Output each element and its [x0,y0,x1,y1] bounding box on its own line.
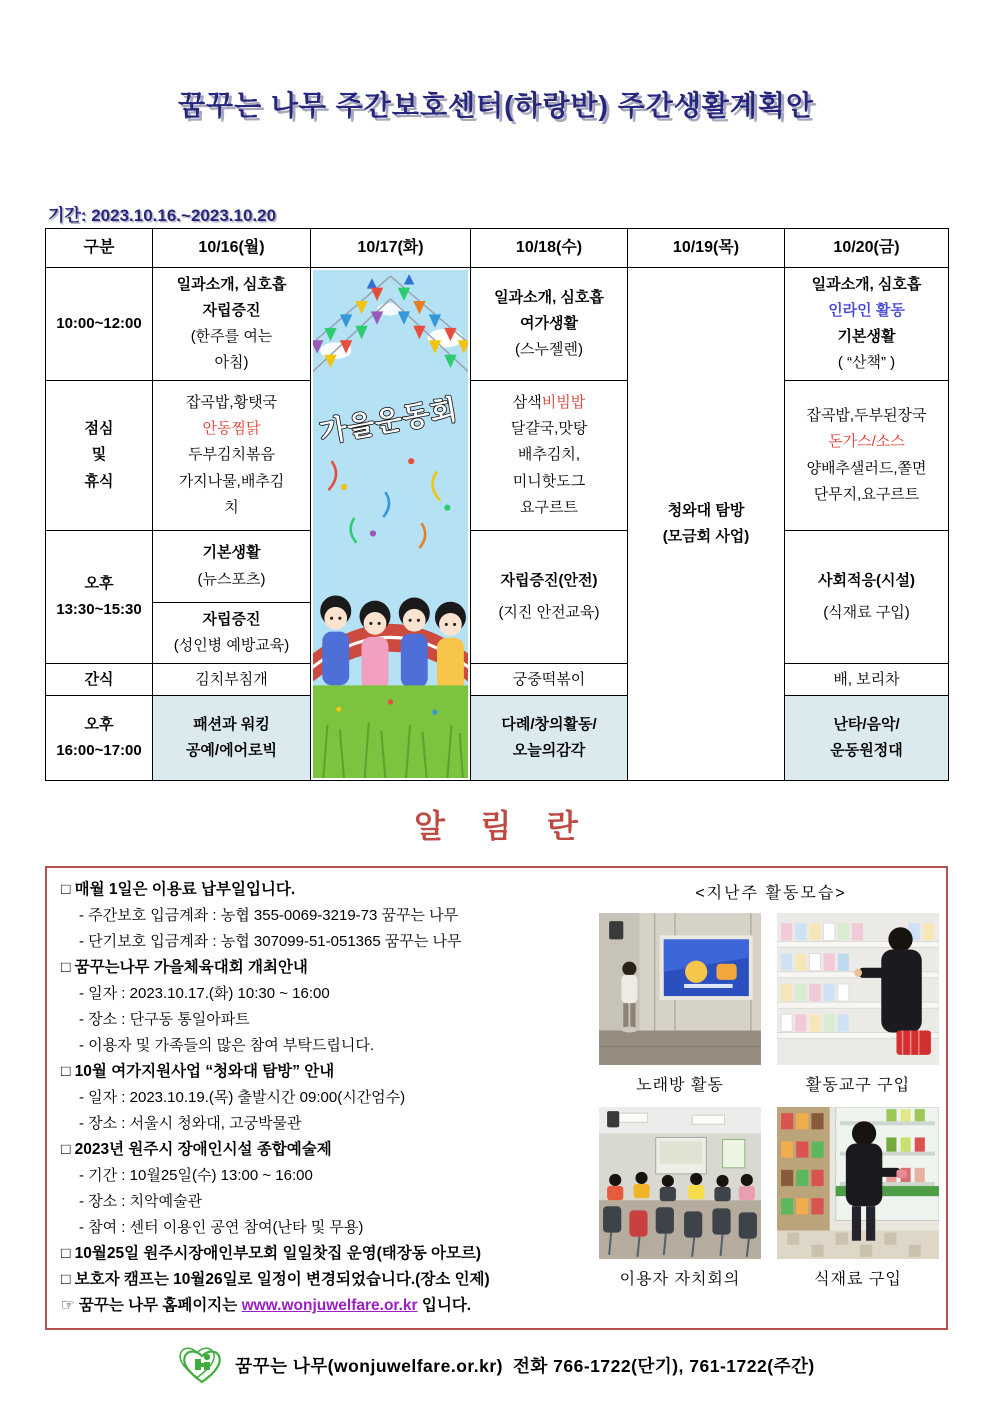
photo-caption: 노래방 활동 [636,1077,724,1094]
cell-mon-afternoon-top: 기본생활 (뉴스포츠) [153,531,311,603]
cell-wed-snack: 궁중떡볶이 [471,664,628,696]
photo-caption: 이용자 자치회의 [619,1271,741,1288]
photos-heading: <지난주 활동모습> [695,885,847,902]
photo-caption: 활동교구 구입 [805,1077,911,1094]
row-snack [46,664,949,696]
cell-fri-afternoon: 사회적응(시설) (식재료 구입) [785,531,949,664]
notice-line: - 참여 : 센터 이용인 공연 참여(난타 및 무용) [79,1219,364,1236]
photo-supply-shopping-image [777,913,939,1065]
cell-mon-morning: 일과소개, 심호흡 자립증진 (한주를 여는 아침) [153,268,311,381]
cell-mon-evening: 패션과 워킹 공예/에어로빅 [153,696,311,781]
cell-thu-event: 청와대 탐방 (모금회 사업) [628,268,785,781]
photo-meeting [599,1107,761,1299]
row-evening [46,696,949,781]
photos-section [599,880,943,1299]
notice-line: □ 2023년 원주시 장애인시설 종합예술제 [61,1141,332,1158]
photo-grocery-image [777,1107,939,1259]
footer-org: 꿈꾸는 나무(wonjuwelfare.or.kr) [235,1355,503,1376]
notice-box [45,866,948,1330]
photo-caption: 식재료 구입 [814,1271,902,1288]
notice-line: - 장소 : 치악예술관 [79,1193,203,1210]
poster-title: 가을운동회 [317,393,461,449]
photo-karaoke-image [599,913,761,1065]
homepage-line: ☞ 꿈꾸는 나무 홈페이지는 www.wonjuwelfare.or.kr 입니다. [61,1297,472,1314]
notice-line: - 주간보호 입금계좌 : 농협 355-0069-3219-73 꿈꾸는 나무 [79,907,459,924]
period-label: 기간: 2023.10.16.~2023.10.20 [48,206,277,225]
notice-line: - 장소 : 단구동 통일아파트 [79,1011,250,1028]
notice-line: - 일자 : 2023.10.19.(목) 출발시간 09:00(시간엄수) [79,1089,406,1106]
row-afternoon-a [46,531,949,603]
col-header-thursday: 10/19(목) [628,229,785,268]
homepage-link[interactable]: www.wonjuwelfare.or.kr [241,1297,418,1314]
col-header-category: 구분 [46,229,153,268]
photo-supply-shopping [777,913,939,1105]
notice-line: - 기간 : 10월25일(수) 13:00 ~ 16:00 [79,1167,313,1184]
cell-mon-snack: 김치부침개 [153,664,311,696]
notice-line: □ 보호자 캠프는 10월26일로 일정이 변경되었습니다.(장소 인제) [61,1271,490,1288]
col-header-wednesday: 10/18(수) [471,229,628,268]
table-header-row [46,229,949,268]
cell-fri-evening: 난타/음악/ 운동원정대 [785,696,949,781]
notice-line: - 일자 : 2023.10.17.(화) 10:30 ~ 16:00 [79,985,330,1002]
time-evening: 오후 16:00~17:00 [46,696,153,781]
time-afternoon: 오후 13:30~15:30 [46,531,153,664]
page-title: 꿈꾸는 나무 주간보호센터(하랑반) 주간생활계획안 [178,90,814,121]
cell-mon-afternoon-bottom: 자립증진 (성인병 예방교육) [153,603,311,664]
notice-text [61,877,601,1319]
col-header-friday: 10/20(금) [785,229,949,268]
cell-wed-evening: 다례/창의활동/ 오늘의감각 [471,696,628,781]
notice-line: □ 10월25일 원주시장애인부모회 일일찻집 운영(태장동 아모르) [61,1245,482,1262]
notice-line: □ 꿈꾸는나무 가을체육대회 개최안내 [61,959,308,976]
footer-phone: 전화 766-1722(단기), 761-1722(주간) [512,1355,815,1376]
cell-wed-morning: 일과소개, 심호흡 여가생활 (스누젤렌) [471,268,628,381]
dream-tree-logo-icon [177,1344,225,1386]
cell-fri-snack: 배, 보리차 [785,664,949,696]
photo-grid [599,913,943,1299]
label-lunch: 점심 및 휴식 [46,381,153,531]
photo-karaoke [599,913,761,1105]
cell-fri-lunch: 잡곡밥,두부된장국 돈가스/소스 양배추샐러드,쫄면 단무지,요구르트 [785,381,949,531]
notice-section-title: 알 림 란 [414,808,578,844]
notice-line: - 이용자 및 가족들의 많은 참여 부탁드립니다. [79,1037,374,1054]
row-lunch [46,381,949,531]
footer [0,1344,992,1386]
time-morning: 10:00~12:00 [46,268,153,381]
row-morning [46,268,949,381]
pointing-finger-icon: ☞ [61,1297,75,1314]
cell-tue-poster [311,268,471,781]
cell-fri-morning: 일과소개, 심호흡 인라인 활동 기본생활 ( “산책” ) [785,268,949,381]
notice-line: - 장소 : 서울시 청와대, 고궁박물관 [79,1115,302,1132]
cell-mon-lunch: 잡곡밥,황탯국 안동찜닭 두부김치볶음 가지나물,배추김 치 [153,381,311,531]
fall-sports-day-poster [313,270,468,778]
photo-grocery [777,1107,939,1299]
cell-wed-lunch: 삼색비빔밥 달걀국,맛탕 배추김치, 미니핫도그 요구르트 [471,381,628,531]
col-header-monday: 10/16(월) [153,229,311,268]
col-header-tuesday: 10/17(화) [311,229,471,268]
label-snack: 간식 [46,664,153,696]
cell-wed-afternoon: 자립증진(안전) (지진 안전교육) [471,531,628,664]
notice-line: □ 10월 여가지원사업 “청와대 탐방” 안내 [61,1063,335,1080]
notice-line: □ 매월 1일은 이용료 납부일입니다. [61,881,296,898]
notice-line: - 단기보호 입금계좌 : 농협 307099-51-051365 꿈꾸는 나무 [79,933,462,950]
photo-meeting-image [599,1107,761,1259]
weekly-schedule-table [45,228,949,781]
